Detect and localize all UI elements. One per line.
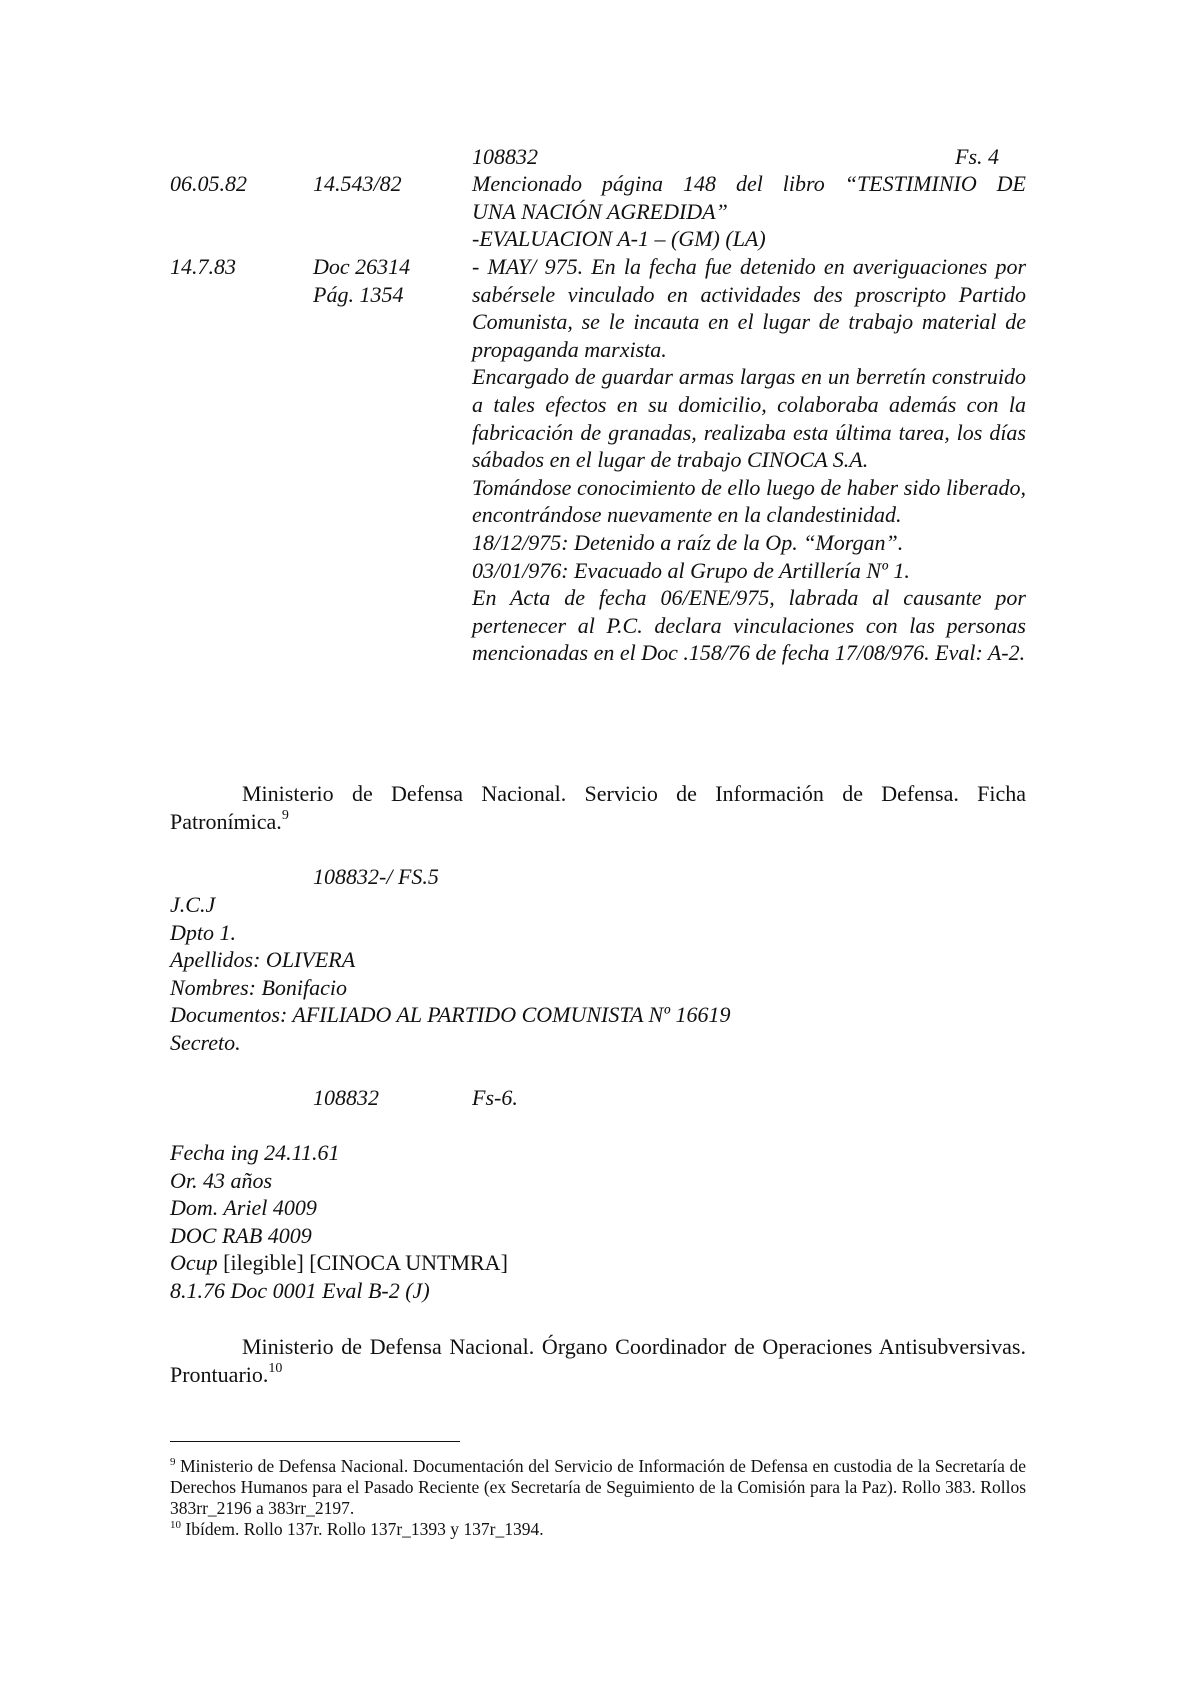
row2-ref-doc: Doc 26314: [313, 254, 411, 279]
footnote-ref: 9: [281, 807, 289, 823]
footnote-9: [170, 1456, 1026, 1519]
ficha-line: Secreto.: [170, 1029, 241, 1055]
ficha2-fields: [170, 1139, 508, 1305]
ficha2-line: 8.1.76 Doc 0001 Eval B-2 (J): [170, 1277, 430, 1303]
ficha-line: Nombres: Bonifacio: [170, 974, 347, 1000]
row2-paragraph: Tomándose conocimiento de ello luego de haber sido liberado, encontrándose nuevamente en la clandestinidad.: [472, 474, 1026, 528]
footnote-text: Ministerio de Defensa Nacional. Documentación del Servicio de Información de Defensa en custodia de la Secretaría de Derechos Humanos para el Pasado Reciente (ex Secretaría de Seguimiento de la Comisión para la Paz). Rollo 383. Rollos 383rr_2196 a 383rr_2197.: [170, 1456, 1027, 1518]
row2-paragraph: En Acta de fecha 06/ENE/975, labrada al causante por pertenecer al P.C. declara vinculaciones con las personas mencionadas en el Doc .158/76 de fecha 17/08/976. Eval: A-2.: [472, 585, 1026, 666]
ocup-value: [ilegible] [CINOCA UNTMRA]: [223, 1250, 508, 1276]
row1-line: Mencionado página 148 del libro “TESTIMINIO DE: [472, 171, 1026, 196]
row2-paragraph: - MAY/ 975. En la fecha fue detenido en averiguaciones por sabérsele vinculado en actividades des proscripto Partido Comunista, se le incauta en el lugar de trabajo material de propaganda marxista.: [472, 254, 1026, 362]
footnote-10: [170, 1519, 1026, 1540]
footnote-separator: [170, 1441, 460, 1442]
row1-description: [472, 170, 1026, 253]
row1-line: -EVALUACION A-1 – (GM) (LA): [472, 226, 766, 252]
footnote-ref: 10: [268, 1360, 283, 1376]
ficha2-line: Or. 43 años: [170, 1167, 273, 1193]
ficha2-line: DOC RAB 4009: [170, 1222, 312, 1248]
ficha2-ocup-line: [170, 1249, 508, 1277]
row2-paragraph: Encargado de guardar armas largas en un berretín construido a tales efectos en su domicilio, colaboraba además con la fabricación de granadas, realizaba esta última tarea, los días sábados en el lugar de trabajo CINOCA S.A.: [472, 364, 1026, 473]
row2-paragraph: 03/01/976: Evacuado al Grupo de Artillería Nº 1.: [472, 557, 910, 583]
paragraph-text: Ministerio de Defensa Nacional. Órgano Coordinador de Operaciones Antisubversivas. Prontuario.: [170, 1334, 1026, 1387]
ficha-fields: [170, 891, 731, 1057]
ficha2-line: Fecha ing 24.11.61: [170, 1140, 340, 1165]
ficha2-folio: Fs-6.: [472, 1085, 518, 1110]
row2-paragraph: 18/12/975: Detenido a raíz de la Op. “Morgan”.: [472, 529, 904, 555]
ficha-line: J.C.J: [170, 892, 216, 917]
footnote-number: 9: [170, 1456, 176, 1468]
row2-date: 14.7.83: [170, 254, 236, 279]
ocup-label: Ocup: [170, 1250, 218, 1276]
ficha-line: Dpto 1.: [170, 919, 236, 945]
body-paragraph-sid: [170, 780, 1026, 835]
row2-description: [472, 253, 1026, 667]
row1-ref: 14.543/82: [313, 171, 402, 196]
paragraph-text: Ministerio de Defensa Nacional. Servicio de Información de Defensa. Ficha Patronímica.: [170, 781, 1026, 834]
footnote-number: 10: [170, 1519, 181, 1531]
ficha2-line: Dom. Ariel 4009: [170, 1195, 317, 1221]
ficha-line: Documentos: AFILIADO AL PARTIDO COMUNISTA Nº 16619: [170, 1002, 731, 1028]
body-paragraph-ocoa: [170, 1333, 1026, 1388]
row1-line: UNA NACIÓN AGREDIDA”: [472, 198, 728, 224]
ficha2-code: 108832: [313, 1085, 379, 1110]
header-code: 108832: [472, 144, 538, 169]
header-folio: Fs. 4: [955, 144, 999, 169]
row2-ref-page: Pág. 1354: [313, 282, 404, 307]
ficha-code: 108832-/ FS.5: [313, 864, 439, 889]
ficha-line: Apellidos: OLIVERA: [170, 947, 356, 973]
row1-date: 06.05.82: [170, 171, 247, 196]
footnote-text: Ibídem. Rollo 137r. Rollo 137r_1393 y 137r_1394.: [185, 1519, 544, 1539]
